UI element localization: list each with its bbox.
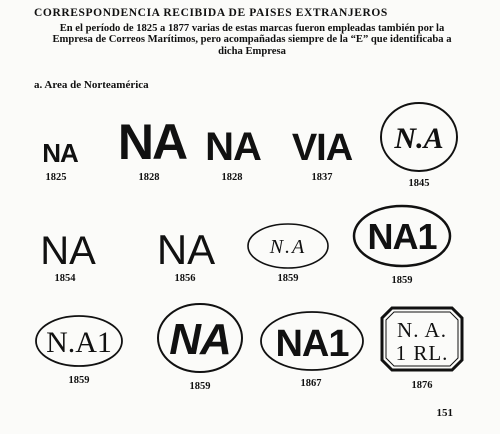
- postmark-na-1856: [150, 224, 222, 273]
- postmark-na-1828: [112, 112, 192, 170]
- postmark-na-1845-circle: [378, 100, 460, 174]
- postmark-text: NA1: [367, 216, 437, 257]
- intro-line: En el período de 1825 a 1877 varias de estas marcas fueron empleadas también por la: [59, 23, 445, 34]
- postmark-text: NA: [169, 315, 231, 364]
- section-heading: a. Area de Norteamérica: [34, 79, 149, 91]
- intro-paragraph: [34, 23, 470, 57]
- postmark-na-1859-circle: [156, 302, 244, 374]
- postmark-text: NA: [42, 138, 78, 168]
- postmark-year: 1856: [174, 273, 196, 284]
- postmark-year: 1828: [221, 172, 243, 183]
- postmark-year: 1837: [311, 172, 333, 183]
- postmark-text: NA1: [275, 323, 349, 365]
- postmark-na1-1867-oval: [259, 310, 365, 372]
- postmark-year: 1859: [277, 273, 299, 284]
- postmark-text: NA: [40, 229, 96, 273]
- postmark-na-1rl-1876-octagon: [380, 306, 464, 372]
- postmark-text: N.A1: [46, 326, 112, 359]
- postmark-year: 1859: [391, 275, 413, 286]
- postmark-na1-1859-oval: [352, 204, 452, 268]
- page-title: CORRESPONDENCIA RECIBIDA DE PAISES EXTRANJEROS: [34, 7, 388, 19]
- postmark-year: 1859: [68, 375, 90, 386]
- postmark-year: 1876: [411, 380, 433, 391]
- postmark-year: 1859: [189, 381, 211, 392]
- postmark-year: 1854: [54, 273, 76, 284]
- postmark-text: NA: [205, 125, 261, 169]
- postmark-year: 1845: [408, 178, 430, 189]
- postmark-text-line1: N. A.: [397, 318, 447, 342]
- postmark-text: NA: [117, 114, 187, 170]
- postmark-via-1837: [282, 122, 362, 169]
- postmark-na-1825: [32, 138, 92, 168]
- postmark-text: VIA: [291, 127, 353, 169]
- intro-line: Empresa de Correos Marítimos, pero acompañadas siempre de la “E” que identificaba a: [52, 34, 452, 46]
- page-number: 151: [436, 407, 453, 419]
- postmark-na-1859-script-oval: [246, 222, 330, 270]
- postmark-year: 1828: [138, 172, 160, 183]
- postmark-text: NA: [156, 226, 216, 273]
- postmark-year: 1825: [45, 172, 67, 183]
- postmark-year: 1867: [300, 378, 322, 389]
- postmark-na1-1859-oval-b: [34, 314, 124, 368]
- intro-line: dicha Empresa: [218, 45, 286, 57]
- postmark-na-1828-b: [198, 122, 268, 169]
- postmark-text: N.A: [394, 122, 444, 155]
- postmark-text-line2: 1 RL.: [395, 341, 449, 365]
- postmark-text: N.A: [269, 236, 307, 258]
- postmark-na-1854: [38, 228, 98, 273]
